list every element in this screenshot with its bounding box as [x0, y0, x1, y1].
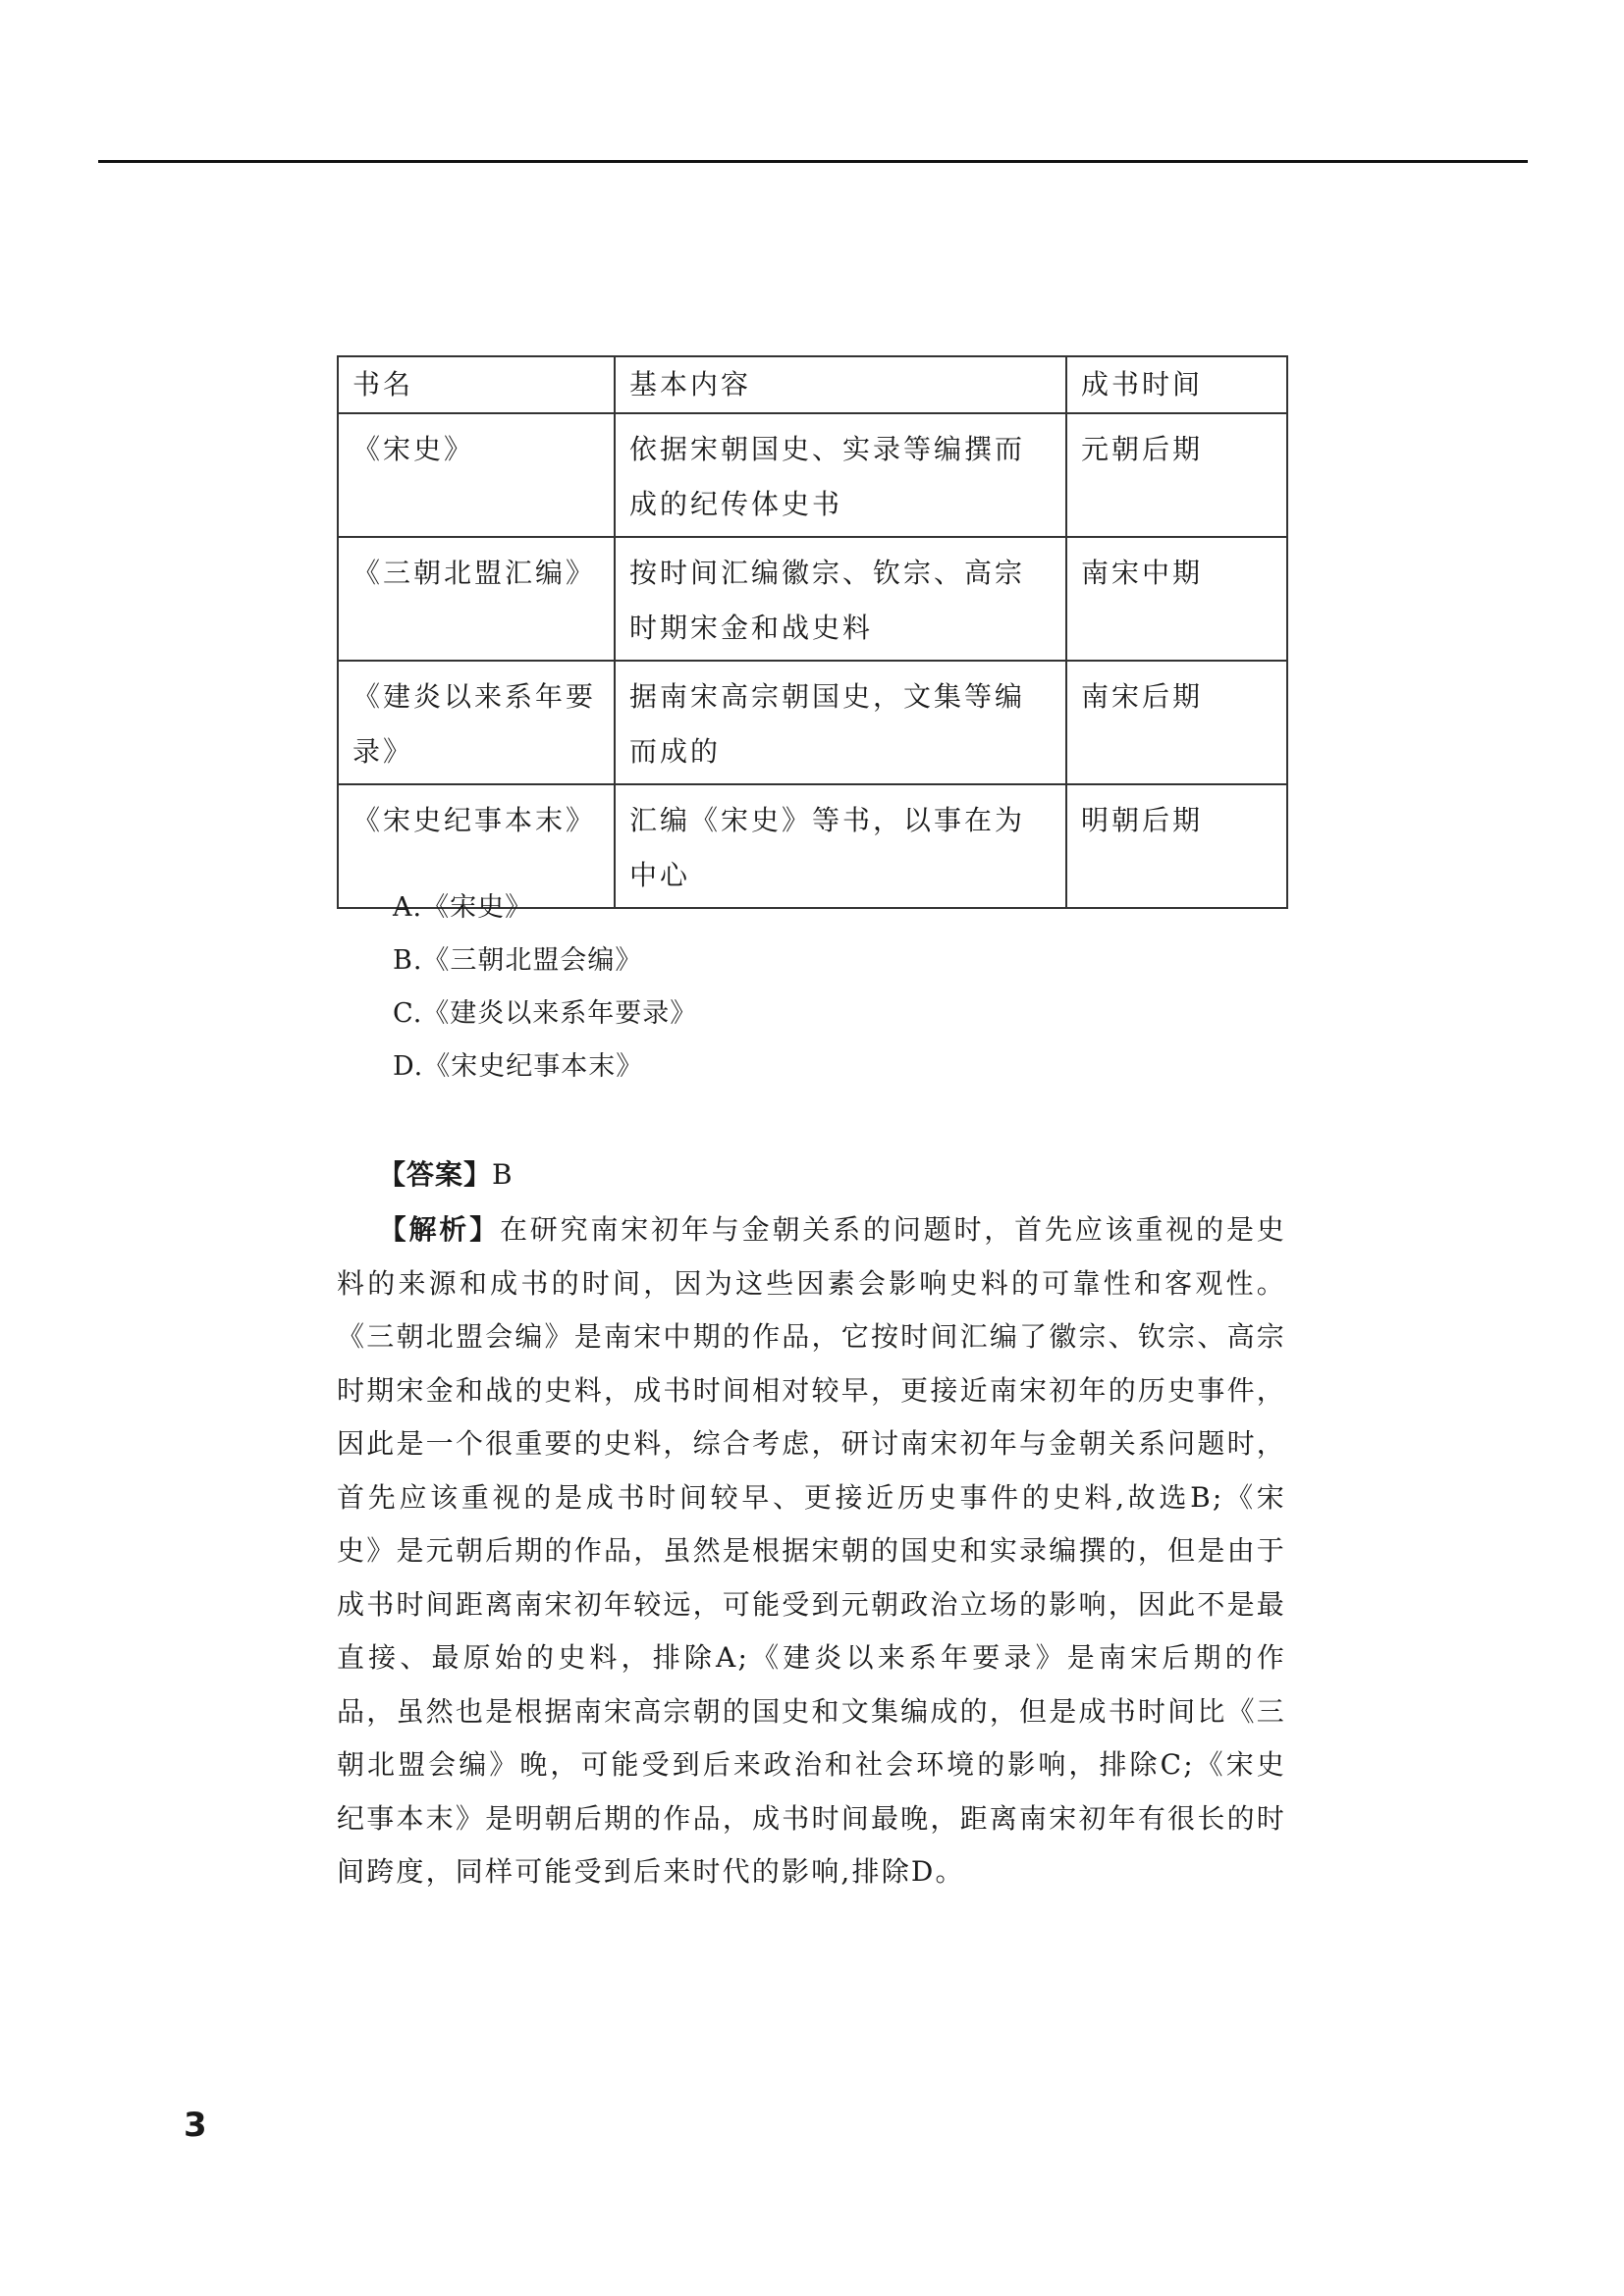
book-comparison-table: [337, 355, 1288, 909]
table-header-row: [338, 356, 1287, 413]
option-a: A.《宋史》: [393, 892, 533, 923]
table-cell-content: 依据宋朝国史、实录等编撰而成的纪传体史书: [615, 413, 1066, 537]
answer-value: B: [492, 1158, 514, 1191]
analysis-label: 【解析】: [378, 1213, 500, 1246]
table-row: [338, 661, 1287, 784]
table-row: [338, 537, 1287, 661]
answer-line: [378, 1148, 514, 1201]
option-d: D.《宋史纪事本末》: [393, 1051, 644, 1082]
option-b: B.《三朝北盟会编》: [393, 945, 643, 976]
answer-label: 【答案】: [378, 1158, 493, 1191]
table-cell-time: 元朝后期: [1066, 413, 1287, 537]
table-cell-content: 按时间汇编徽宗、钦宗、高宗时期宋金和战史料: [615, 537, 1066, 661]
header-rule: [98, 160, 1528, 163]
table-row: [338, 413, 1287, 537]
answer-options: [393, 881, 697, 1094]
analysis-text: 在研究南宋初年与金朝关系的问题时，首先应该重视的是史料的来源和成书的时间，因为这些因素会影响史料的可靠性和客观性。《三朝北盟会编》是南宋中期的作品，它按时间汇编了徽宗、钦宗、高宗时期宋金和战的史料，成书时间相对较早，更接近南宋初年的历史事件，因此是一个很重要的史料，综合考虑，研讨南宋初年与金朝关系问题时，首先应该重视的是成书时间较早、更接近历史事件的史料,故选B;《宋史》是元朝后期的作品，虽然是根据宋朝的国史和实录编撰的，但是由于成书时间距离南宋初年较远，可能受到元朝政治立场的影响，因此不是最直接、最原始的史料，排除A;《建炎以来系年要录》是南宋后期的作品，虽然也是根据南宋高宗朝的国史和文集编成的，但是成书时间比《三朝北盟会编》晚，可能受到后来政治和社会环境的影响，排除C;《宋史纪事本末》是明朝后期的作品，成书时间最晚，距离南宋初年有很长的时间跨度，同样可能受到后来时代的影响,排除D。: [337, 1213, 1286, 1888]
table-header-cell: 成书时间: [1066, 356, 1287, 413]
table-cell-book-name: 《宋史》: [338, 413, 615, 537]
option-c: C.《建炎以来系年要录》: [393, 998, 698, 1029]
table-cell-book-name: 《三朝北盟汇编》: [338, 537, 615, 661]
table-cell-content: 据南宋高宗朝国史，文集等编而成的: [615, 661, 1066, 784]
table-cell-book-name: 《宋史纪事本末》: [338, 784, 615, 908]
table-header-cell: 书名: [338, 356, 615, 413]
table-cell-time: 南宋中期: [1066, 537, 1287, 661]
table-cell-time: 明朝后期: [1066, 784, 1287, 908]
analysis-paragraph: [337, 1203, 1286, 1899]
table-header-cell: 基本内容: [615, 356, 1066, 413]
table-cell-book-name: 《建炎以来系年要录》: [338, 661, 615, 784]
table-cell-content: 汇编《宋史》等书，以事在为中心: [615, 784, 1066, 908]
page-number: 3: [184, 2106, 207, 2145]
table-cell-time: 南宋后期: [1066, 661, 1287, 784]
